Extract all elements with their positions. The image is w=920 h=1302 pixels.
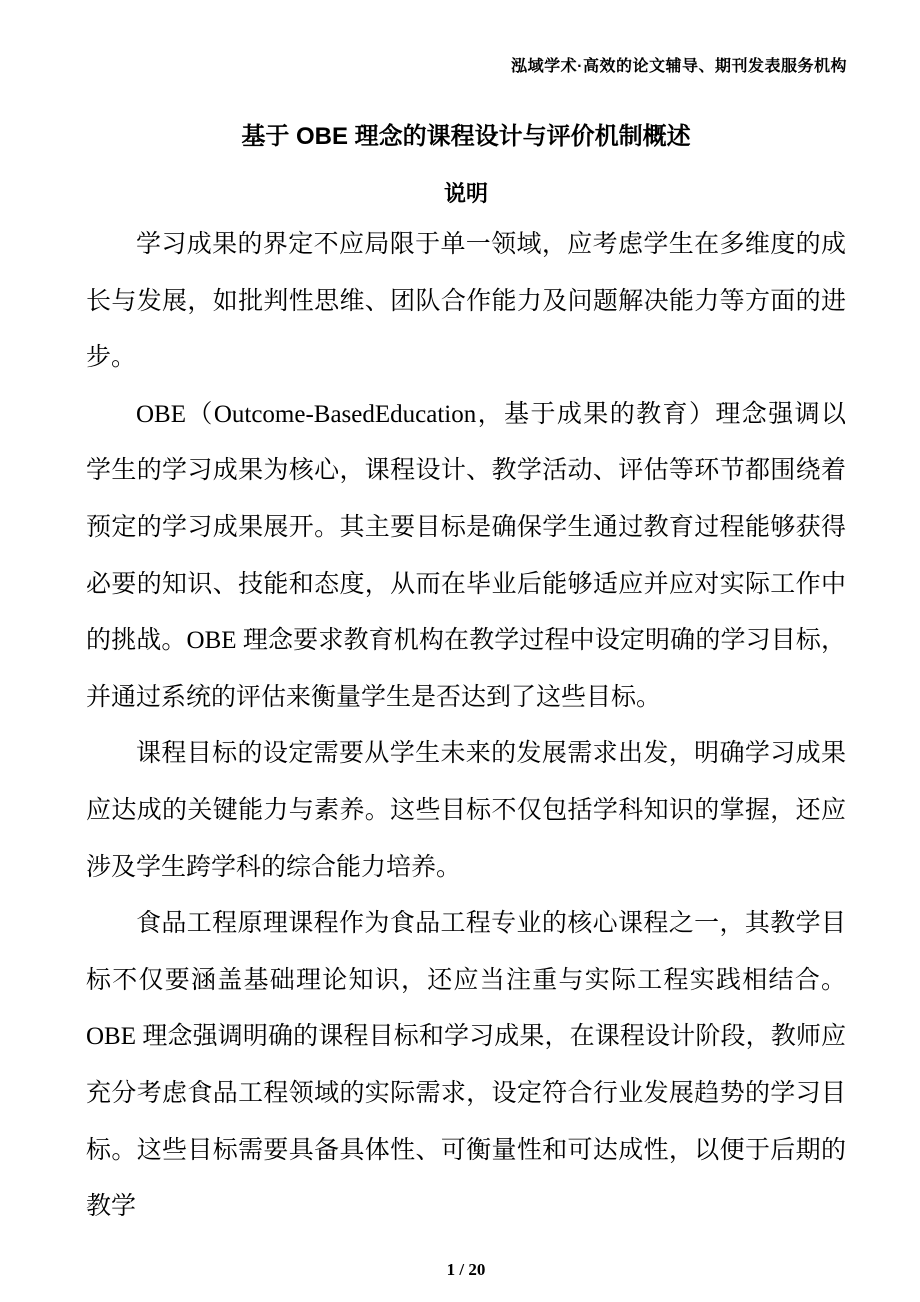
header-brand-text: 泓域学术·高效的论文辅导、期刊发表服务机构 (511, 58, 847, 75)
paragraph: 食品工程原理课程作为食品工程专业的核心课程之一，其教学目标不仅要涵盖基础理论知识，还应当注重与实际工程实践相结合。OBE 理念强调明确的课程目标和学习成果，在课程设计阶段，教师应充分考虑食品工程领域的实际需求，设定符合行业发展趋势的学习目标。这些目标需要具备具体性、可衡量性和可达成性，以便于后期的教学 (86, 910, 846, 1221)
page-number: 1 / 20 (446, 1260, 486, 1279)
paragraph: 学习成果的界定不应局限于单一领域，应考虑学生在多维度的成长与发展，如批判性思维、团队合作能力及问题解决能力等方面的进步。 (86, 231, 846, 372)
paragraph: OBE（Outcome-BasedEducation，基于成果的教育）理念强调以学生的学习成果为核心，课程设计、教学活动、评估等环节都围绕着预定的学习成果展开。其主要目标是确保学生通过教育过程能够获得必要的知识、技能和态度，从而在毕业后能够适应并应对实际工作中的挑战。OBE 理念要求教育机构在教学过程中设定明确的学习目标，并通过系统的评估来衡量学生是否达到了这些目标。 (86, 400, 846, 711)
document-body (86, 217, 846, 1236)
page-footer (86, 1259, 846, 1281)
document-title: 基于 OBE 理念的课程设计与评价机制概述 (241, 123, 691, 150)
document-subtitle: 说明 (443, 181, 488, 206)
paragraph: 课程目标的设定需要从学生未来的发展需求出发，明确学习成果应达成的关键能力与素养。这些目标不仅包括学科知识的掌握，还应涉及学生跨学科的综合能力培养。 (86, 740, 846, 881)
content-column (86, 0, 846, 1236)
